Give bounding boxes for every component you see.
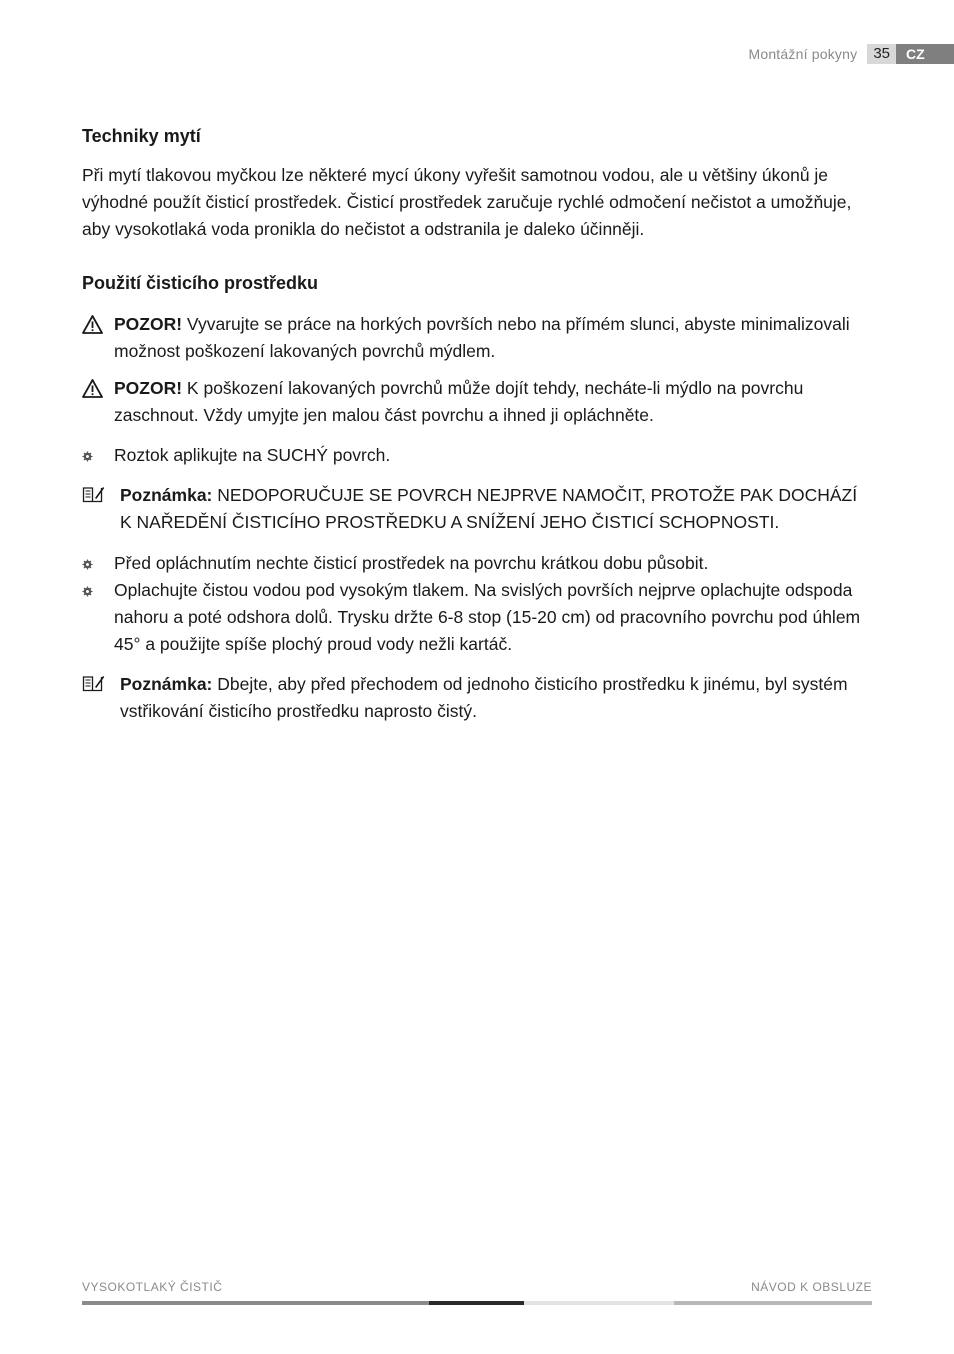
note-icon <box>82 674 105 692</box>
bullet-icon <box>82 559 93 570</box>
warning-icon <box>82 379 103 398</box>
page-number: 35 <box>867 44 896 64</box>
warning-icon <box>82 315 103 334</box>
footer-bar-segment <box>674 1301 872 1305</box>
note-block <box>82 671 872 725</box>
footer-bar-segment <box>429 1301 524 1305</box>
bullet-text: Roztok aplikujte na SUCHÝ povrch. <box>114 445 391 465</box>
page-content <box>82 122 872 725</box>
warning-text: K poškození lakovaných povrchů může dojít tehdy, necháte-li mýdlo na povrchu zaschnout. Vždy umyjte jen malou část povrchu a ihned ji opláchněte. <box>114 378 804 425</box>
footer-divider-bar <box>82 1301 872 1305</box>
bullet-icon <box>82 451 93 462</box>
section-title-washing-techniques: Techniky mytí <box>82 126 201 146</box>
footer-bar-segment <box>524 1301 674 1305</box>
footer-product-name: VYSOKOTLAKÝ ČISTIČ <box>82 1280 223 1294</box>
note-block <box>82 482 872 536</box>
language-badge: CZ <box>896 44 954 64</box>
warning-label: POZOR! <box>114 314 183 334</box>
bullet-item <box>82 442 872 469</box>
section-name: Montážní pokyny <box>748 46 858 62</box>
page-header <box>748 44 954 64</box>
section-title-detergent-use: Použití čisticího prostředku <box>82 273 319 293</box>
note-label: Poznámka: <box>120 485 213 505</box>
footer-bar-segment <box>82 1301 429 1305</box>
note-text: Dbejte, aby před přechodem od jednoho čisticího prostředku k jinému, byl systém vstřikování čisticího prostředku naprosto čistý. <box>120 674 848 721</box>
warning-text: Vyvarujte se práce na horkých površích nebo na přímém slunci, abyste minimalizovali možnost poškození lakovaných povrchů mýdlem. <box>114 314 850 361</box>
warning-block <box>82 375 872 429</box>
bullet-item <box>82 550 872 577</box>
bullet-icon <box>82 586 93 597</box>
note-label: Poznámka: <box>120 674 213 694</box>
bullet-item <box>82 577 872 658</box>
paragraph-washing-techniques: Při mytí tlakovou myčkou lze některé mycí úkony vyřešit samotnou vodou, ale u většiny úkonů je výhodné použít čisticí prostředek. Čisticí prostředek zaručuje rychlé odmočení nečistot a umožňuje, aby vysokotlaká voda pronikla do nečistot a odstranila je daleko účinněji. <box>82 165 852 239</box>
bullet-text: Oplachujte čistou vodou pod vysokým tlakem. Na svislých površích nejprve oplachujte odspoda nahoru a poté odshora dolů. Trysku držte 6-8 stop (15-20 cm) od pracovního povrchu pod úhlem 45° a použijte spíše plochý proud vody nežli kartáč. <box>114 580 861 654</box>
note-icon <box>82 485 105 503</box>
warning-block <box>82 311 872 365</box>
footer-manual-name: NÁVOD K OBSLUZE <box>751 1280 872 1294</box>
warning-label: POZOR! <box>114 378 183 398</box>
note-text: NEDOPORUČUJE SE POVRCH NEJPRVE NAMOČIT, PROTOŽE PAK DOCHÁZÍ K NAŘEDĚNÍ ČISTICÍHO PROSTŘEDKU A SNÍŽENÍ JEHO ČISTICÍ SCHOPNOSTI. <box>120 485 858 532</box>
bullet-text: Před opláchnutím nechte čisticí prostředek na povrchu krátkou dobu působit. <box>114 553 709 573</box>
